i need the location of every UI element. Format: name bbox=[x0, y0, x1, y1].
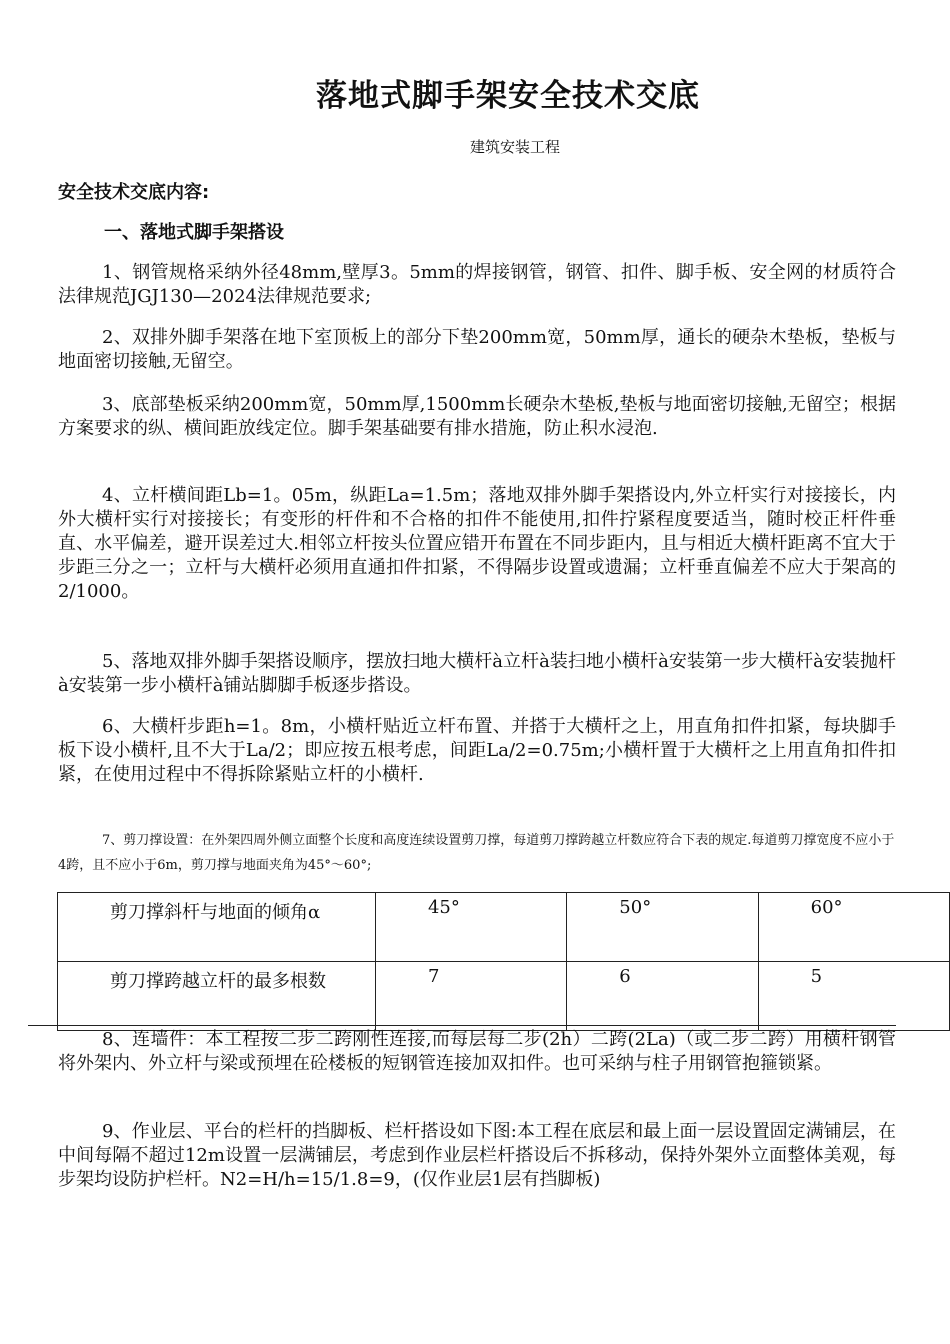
paragraph-3: 3、底部垫板采纳200mm宽，50mm厚,1500mm长硬杂木垫板,垫板与地面密切接触,无留空；根据方案要求的纵、横间距放线定位。脚手架基础要有排水措施，防止积水浸泡. bbox=[58, 394, 896, 439]
subsection-heading: 一、落地式脚手架搭设 bbox=[104, 222, 284, 243]
paragraph-5: 5、落地双排外脚手架搭设顺序，摆放扫地大横杆à立杆à装扫地小横杆à安装第一步大横杆à安装抛杆à安装第一步小横杆à铺站脚脚手板逐步搭设。 bbox=[58, 651, 896, 696]
table-cell: 6 bbox=[567, 962, 758, 1031]
table-cell: 5 bbox=[758, 962, 949, 1031]
scissor-brace-table bbox=[57, 892, 950, 1031]
paragraph-4: 4、立杆横间距Lb=1。05m，纵距La=1.5m；落地双排外脚手架搭设内,外立杆实行对接接长，内外大横杆实行对接接长；有变形的杆件和不合格的扣件不能使用,扣件拧紧程度要适当，随时校正杆件垂直、水平偏差，避开误差过大.相邻立杆按头位置应错开布置在不同步距内，且与相近大横杆距离不宜大于步距三分之一；立杆与大横杆必须用直通扣件扣紧，不得隔步设置或遗漏；立杆垂直偏差不应大于架高的2/1000。 bbox=[58, 485, 896, 602]
table-cell-angle-label: 剪刀撑斜杆与地面的倾角α bbox=[58, 893, 376, 962]
paragraph-2: 2、双排外脚手架落在地下室顶板上的部分下垫200mm宽，50mm厚，通长的硬杂木垫板，垫板与地面密切接触,无留空。 bbox=[58, 327, 896, 372]
page-title: 落地式脚手架安全技术交底 bbox=[316, 78, 700, 114]
paragraph-9: 9、作业层、平台的栏杆的挡脚板、栏杆搭设如下图:本工程在底层和最上面一层设置固定满铺层，在中间每隔不超过12m设置一层满铺层，考虑到作业层栏杆搭设后不拆移动，保持外架外立面整体美观，每步架均设防护栏杆。N2=H/h=15/1.8=9，(仅作业层1层有挡脚板) bbox=[58, 1121, 896, 1190]
paragraph-8: 8、连墙件：本工程按二步二跨刚性连接,而每层每二步(2h）二跨(2La)（或二步二跨）用横杆钢管将外架内、外立杆与梁或预埋在砼楼板的短钢管连接加双扣件。也可采纳与柱子用钢管抱箍锁紧。 bbox=[58, 1029, 896, 1074]
table-cell: 7 bbox=[375, 962, 566, 1031]
paragraph-6: 6、大横杆步距h=1。8m，小横杆贴近立杆布置、并搭于大横杆之上，用直角扣件扣紧，每块脚手板下设小横杆,且不大于La/2；即应按五根考虑，间距La/2=0.75m;小横杆置于大横杆之上用直角扣件扣紧，在使用过程中不得拆除紧贴立杆的小横杆. bbox=[58, 716, 896, 785]
paragraph-7: 7、剪刀撑设置：在外架四周外侧立面整个长度和高度连续设置剪刀撑，每道剪刀撑跨越立杆数应符合下表的规定.每道剪刀撑宽度不应小于4跨，且不应小于6m，剪刀撑与地面夹角为45°～60°; bbox=[58, 833, 895, 873]
page-subtitle: 建筑安装工程 bbox=[469, 138, 560, 156]
table-cell: 60° bbox=[758, 893, 949, 962]
table-row bbox=[58, 893, 950, 962]
section-heading: 安全技术交底内容: bbox=[58, 182, 210, 203]
table-row bbox=[58, 962, 950, 1031]
table-cell-count-label: 剪刀撑跨越立杆的最多根数 bbox=[58, 962, 376, 1031]
table-cell: 50° bbox=[567, 893, 758, 962]
table-cell: 45° bbox=[375, 893, 566, 962]
paragraph-1: 1、钢管规格采纳外径48mm,壁厚3。5mm的焊接钢管，钢管、扣件、脚手板、安全网的材质符合法律规范JGJ130—2024法律规范要求; bbox=[58, 262, 896, 307]
divider bbox=[28, 1025, 896, 1026]
